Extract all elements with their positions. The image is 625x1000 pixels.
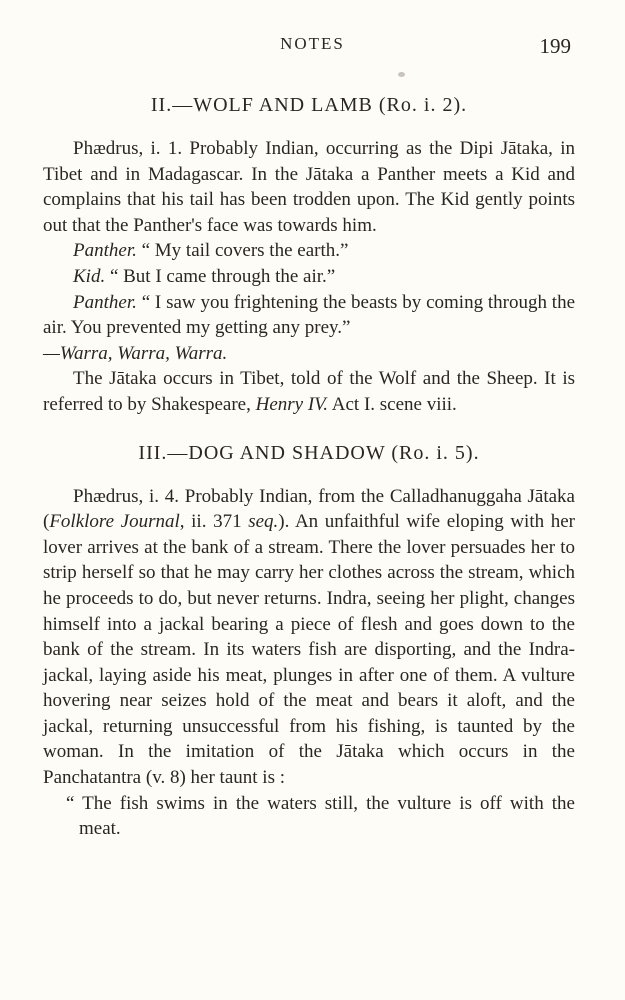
seq-abbrev: seq. bbox=[248, 511, 279, 533]
paragraph-dog-shadow bbox=[43, 484, 575, 791]
ink-smudge bbox=[398, 72, 405, 77]
paragraph-wolf-lamb-source bbox=[43, 366, 575, 417]
speaker-name: Kid. bbox=[73, 265, 106, 287]
page-header bbox=[0, 34, 625, 64]
paragraph-text: The Jātaka occurs in Tibet, told of the Wolf and the Sheep. It is referred to by Shakespeare, bbox=[43, 368, 575, 415]
exclamation-line bbox=[43, 341, 575, 367]
speech-text: “ My tail covers the earth.” bbox=[141, 240, 349, 262]
paragraph-wolf-lamb-intro: Phædrus, i. 1. Probably Indian, occurring as the Dipi Jātaka, in Tibet and in Madagascar. In the Jātaka a Panther meets a Kid and complains that his tail has been trodden upon. The Kid gently points out that the Panther's face was towards him. bbox=[43, 138, 575, 236]
page-content bbox=[43, 88, 575, 842]
paragraph-text: , ii. 371 bbox=[179, 511, 242, 533]
running-head: NOTES bbox=[280, 34, 345, 53]
section-title-wolf-and-lamb: II.—WOLF AND LAMB (Ro. i. 2). bbox=[150, 94, 468, 116]
dialogue-line bbox=[43, 290, 575, 341]
section-title-dog-and-shadow: III.—DOG AND SHADOW (Ro. i. 5). bbox=[138, 441, 480, 464]
quoted-taunt: “ The fish swims in the waters still, the vulture is off with the meat. bbox=[66, 792, 575, 840]
paragraph-text: Phædrus, i. 4. Probably Indian, from the Calladhanuggaha Jātaka ( bbox=[43, 485, 575, 533]
dialogue-line bbox=[43, 238, 575, 264]
speaker-name: Panther. bbox=[73, 240, 137, 262]
dialogue-line bbox=[43, 264, 575, 290]
exclamation-text: —Warra, Warra, Warra. bbox=[43, 342, 228, 364]
speech-text: “ But I came through the air.” bbox=[109, 265, 336, 287]
speaker-name: Panther. bbox=[73, 291, 137, 313]
paragraph-text: ). An unfaithful wife eloping with her lover arrives at the bank of a stream. There the lover persuades her to strip herself so that he may carry her clothes across the stream, which he proceeds to do, but never returns. Indra, seeing her plight, changes himself into a jackal bearing a piece of flesh and goes down to the bank of the stream. In its waters fish are disporting, and the Indra-jackal, laying aside his meat, plunges in after one of them. A vulture hovering near seizes hold of the meat and bears it aloft, and the jackal, returning unsuccessful from his fishing, is taunted by the woman. In the imitation of the Jātaka which occurs in the Panchatantra (v. 8) her taunt is : bbox=[43, 511, 576, 789]
journal-title: Folklore Journal bbox=[49, 511, 180, 533]
play-title: Henry IV. bbox=[255, 393, 329, 415]
page-number: 199 bbox=[539, 34, 571, 58]
paragraph-text: Act I. scene viii. bbox=[331, 393, 457, 415]
speech-text: “ I saw you frightening the beasts by coming through the air. You prevented my getting any prey.” bbox=[43, 291, 576, 339]
